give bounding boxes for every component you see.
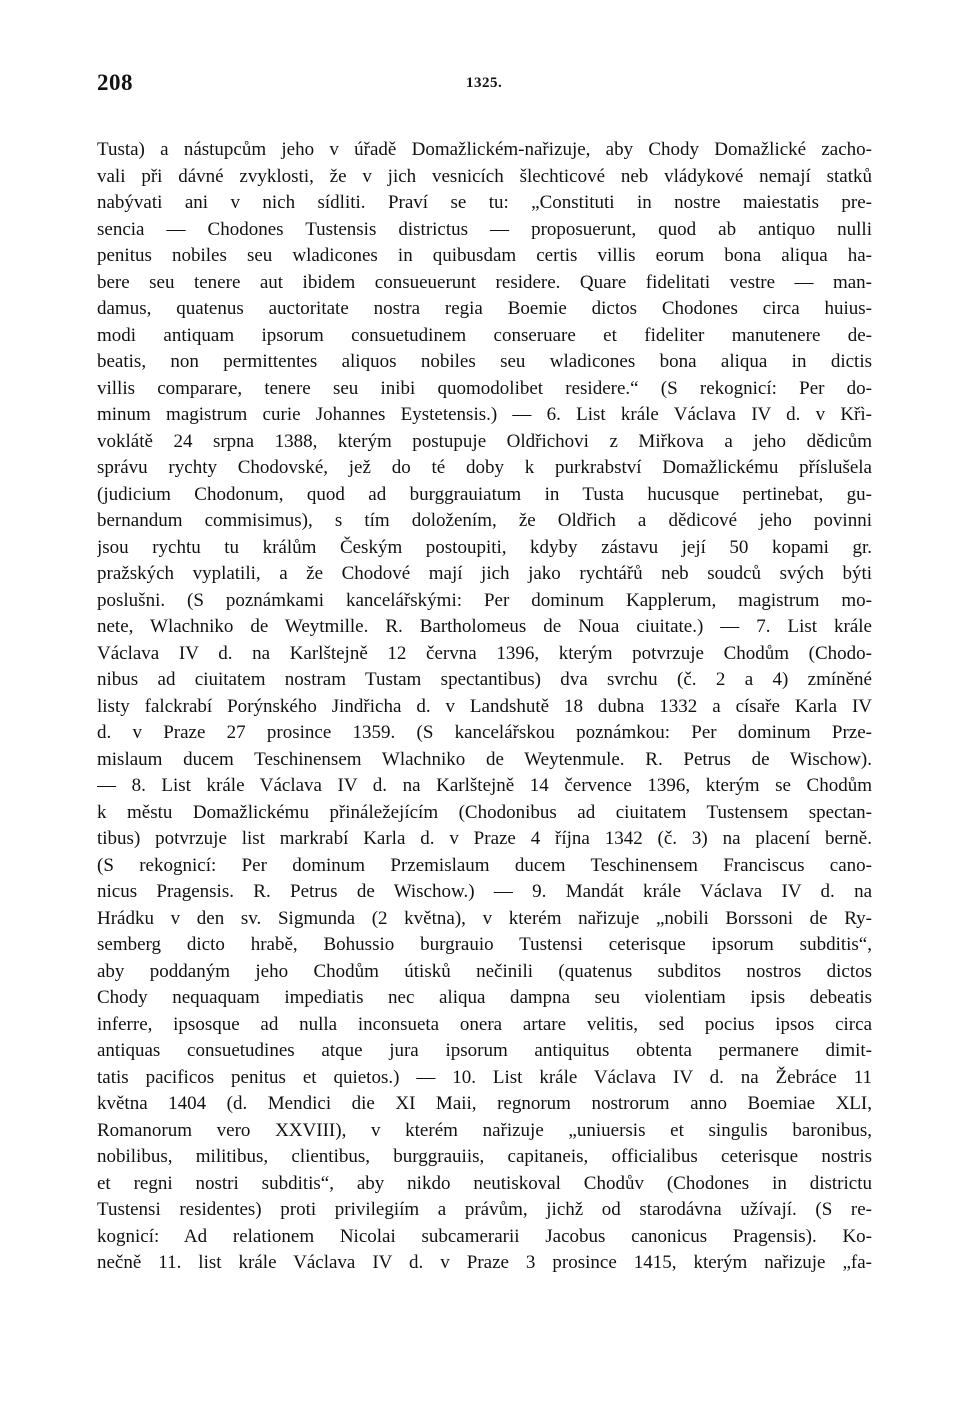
text-line: beatis, non permittentes aliquos nobiles seu wladicones bona aliqua in dictis: [97, 351, 872, 372]
text-line: května 1404 (d. Mendici die XI Maii, regnorum nostrorum anno Boemiae XLI,: [97, 1093, 872, 1114]
text-line: semberg dicto hrabě, Bohussio burgrauio Tustensi ceterisque ipsorum subditis“,: [97, 934, 872, 955]
text-line: nečně 11. list krále Václava IV d. v Praze 3 prosince 1415, kterým nařizuje „fa-: [97, 1252, 872, 1273]
text-line: tibus) potvrzuje list markrabí Karla d. v Praze 4 října 1342 (č. 3) na placení berně.: [97, 828, 872, 849]
text-line: jsou rychtu tu králům Českým postoupiti, kdyby zástavu její 50 kopami gr.: [97, 536, 872, 558]
text-line: damus, quatenus auctoritate nostra regia Boemie dictos Chodones circa huius-: [97, 298, 872, 319]
text-line: pražských vyplatili, a že Chodové mají jich jako rychtářů neb soudců svých býti: [97, 563, 872, 584]
text-line: tatis pacificos penitus et quietos.) — 10. List krále Václava IV d. na Žebráce 11: [97, 1066, 872, 1088]
running-head-year: 1325.: [466, 75, 503, 91]
text-line: et regni nostri subditis“, aby nikdo neutiskoval Chodův (Chodones in districtu: [97, 1172, 872, 1194]
text-line: d. v Praze 27 prosince 1359. (S kancelářskou poznámkou: Per dominum Prze-: [97, 722, 872, 743]
text-line: nobilibus, militibus, clientibus, burggrauiis, capitaneis, officialibus ceterisque nostris: [97, 1146, 872, 1167]
text-line: (S rekognicí: Per dominum Przemislaum ducem Teschinensem Franciscus cano-: [97, 854, 872, 876]
text-line: Romanorum vero XXVIII), v kterém nařizuje „uniuersis et singulis baronibus,: [97, 1119, 872, 1141]
text-line: nete, Wlachniko de Weytmille. R. Bartholomeus de Noua ciuitate.) — 7. List krále: [97, 616, 872, 637]
text-line: (judicium Chodonum, quod ad burggrauiatum in Tusta hucusque pertinebat, gu-: [97, 483, 872, 505]
text-line: aby poddaným jeho Chodům útisků nečinili (quatenus subditos nostros dictos: [97, 960, 872, 982]
text-line: Václava IV d. na Karlštejně 12 června 1396, kterým potvrzuje Chodům (Chodo-: [97, 642, 872, 664]
body-text: [97, 137, 872, 1277]
text-line: antiquas consuetudines atque jura ipsorum antiquitus obtenta permanere dimit-: [97, 1040, 872, 1061]
text-line: sencia — Chodones Tustensis districtus — proposuerunt, quod ab antiquo nulli: [97, 218, 872, 240]
text-line: nicus Pragensis. R. Petrus de Wischow.) — 9. Mandát krále Václava IV d. na: [97, 881, 872, 902]
text-line: poslušni. (S poznámkami kancelářskými: Per dominum Kapplerum, magistrum mo-: [97, 589, 872, 611]
page-number: 208: [97, 70, 133, 95]
text-line: kognicí: Ad relationem Nicolai subcamerarii Jacobus canonicus Pragensis). Ko-: [97, 1225, 872, 1247]
text-line: modi antiquam ipsorum consuetudinem conseruare et fideliter manutenere de-: [97, 324, 872, 346]
text-line: inferre, ipsosque ad nulla inconsueta onera artare velitis, sed pocius ipsos circa: [97, 1013, 872, 1035]
text-line: správu rychty Chodovské, jež do té doby k purkrabství Domažlickému příslušela: [97, 457, 872, 478]
text-line: nibus ad ciuitatem nostram Tustam spectantibus) dva svrchu (č. 2 a 4) zmíněné: [97, 669, 872, 690]
page-header: [97, 70, 872, 100]
text-line: villis comparare, tenere seu inibi quomodolibet residere.“ (S rekognicí: Per do-: [97, 377, 872, 399]
text-line: penitus nobiles seu wladicones in quibusdam certis villis eorum bona aliqua ha-: [97, 245, 872, 266]
text-line: vali při dávné zvyklosti, že v jich vesnicích šlechticové neb vládykové nemají statků: [97, 165, 872, 187]
text-line: minum magistrum curie Johannes Eystetensis.) — 6. List krále Václava IV d. v Křì-: [97, 404, 872, 425]
text-line: — 8. List krále Václava IV d. na Karlštejně 14 července 1396, kterým se Chodům: [97, 775, 872, 796]
text-line: bernandum commisimus), s tím doložením, že Oldřich a dědicové jeho povinni: [97, 510, 872, 531]
text-line: Tusta) a nástupcům jeho v úřadě Domažlickém-nařizuje, aby Chody Domažlické zacho-: [97, 139, 872, 160]
text-line: Chody nequaquam impediatis nec aliqua dampna seu violentiam ipsis debeatis: [97, 987, 872, 1008]
text-line: Hrádku v den sv. Sigmunda (2 května), v kterém nařizuje „nobili Borssoni de Ry-: [97, 907, 872, 929]
text-line: nabývati ani v nich sídliti. Praví se tu: „Constituti in nostre maiestatis pre-: [97, 192, 872, 213]
text-line: bere seu tenere aut ibidem consueuerunt residere. Quare fidelitati vestre — man-: [97, 271, 872, 293]
text-line: listy falckrabí Porýnského Jindřicha d. v Landshutě 18 dubna 1332 a císaře Karla IV: [97, 695, 872, 717]
text-line: Tustensi residentes) proti privilegiím a právům, jichž od starodávna užívají. (S re-: [97, 1199, 872, 1220]
text-line: voklátě 24 srpna 1388, kterým postupuje Oldřichovi z Miřkova a jeho dědicům: [97, 430, 872, 452]
text-line: mislaum ducem Teschinensem Wlachniko de Weytenmule. R. Petrus de Wischow).: [97, 748, 872, 770]
text-line: k městu Domažlickému přináležejícím (Chodonibus ad ciuitatem Tustensem spectan-: [97, 801, 872, 823]
